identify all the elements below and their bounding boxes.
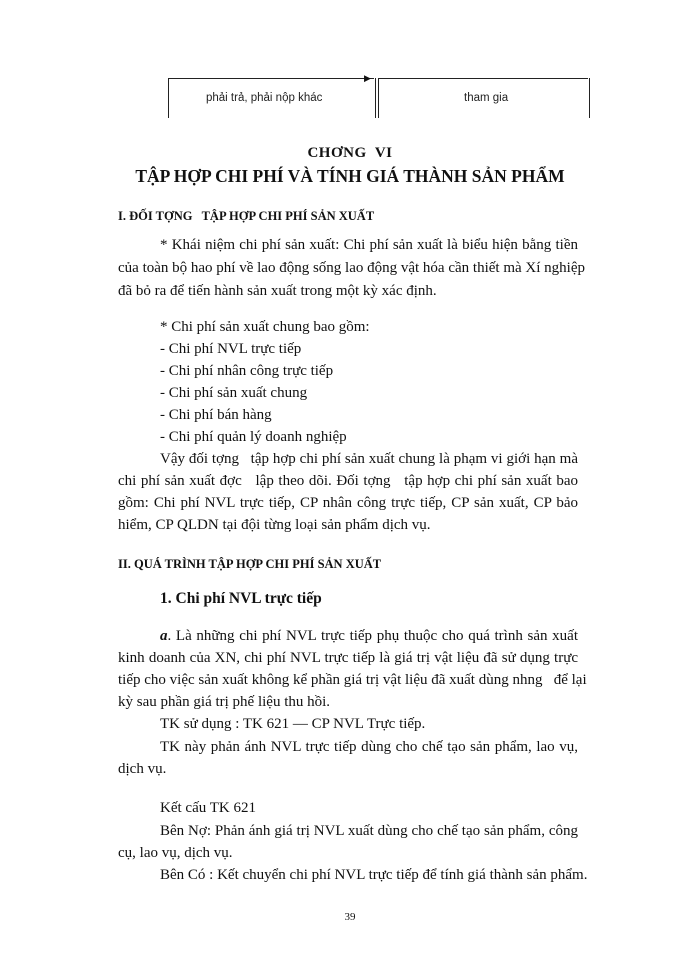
list-item: - Chi phí sản xuất chung <box>160 385 308 401</box>
debit-line: Bên Nợ: Phản ánh giá trị NVL xuất dùng cho chế tạo sản phẩm, công <box>160 823 578 839</box>
paragraph-marker: a <box>160 628 168 644</box>
paragraph-line: Vậy đối tợng tập hợp chi phí sản xuất chung là phạm vi giới hạn mà <box>160 451 578 467</box>
list-item: - Chi phí NVL trực tiếp <box>160 341 302 357</box>
paragraph-line: kỳ sau phần giá trị phế liệu thu hồi. <box>118 694 331 710</box>
subsection-heading: 1. Chi phí NVL trực tiếp <box>160 590 322 607</box>
list-item: - Chi phí quản lý doanh nghiệp <box>160 429 347 445</box>
account-usage: TK sử dụng : TK 621 — CP NVL Trực tiếp. <box>160 716 426 732</box>
section-heading-1: I. ĐỐI TỢNG TẬP HỢP CHI PHÍ SẢN XUẤT <box>118 209 375 223</box>
debit-line: cụ, lao vụ, dịch vụ. <box>118 845 233 861</box>
paragraph-line: của toàn bộ hao phí về lao động sống lao động vật hóa cần thiết mà Xí nghiệp <box>118 260 585 276</box>
chapter-label: CHƠNG VI <box>307 145 393 161</box>
diagram-fragment <box>160 73 596 120</box>
paragraph-text: . Là những chi phí NVL trực tiếp phụ thuộc cho quá trình sản xuất <box>167 628 578 644</box>
list-item: - Chi phí nhân công trực tiếp <box>160 363 334 379</box>
paragraph-line: dịch vụ. <box>118 761 167 777</box>
diagram-connector-right <box>378 78 588 79</box>
chapter-title: TẬP HỢP CHI PHÍ VÀ TÍNH GIÁ THÀNH SẢN PHẨM <box>135 166 565 186</box>
paragraph-line: chi phí sản xuất đợc lập theo dõi. Đối tợng tập hợp chi phí sản xuất bao <box>118 473 578 489</box>
list-item: - Chi phí bán hàng <box>160 407 272 423</box>
diagram-connector-left <box>168 78 374 79</box>
list-intro: * Chi phí sản xuất chung bao gồm: <box>160 319 370 335</box>
diagram-left-label: phải trả, phải nộp khác <box>206 92 323 104</box>
paragraph-line: hiểm, CP QLDN tại đội từng loại sản phẩm dịch vụ. <box>118 517 431 533</box>
arrow-right-icon: ▶ <box>364 73 371 83</box>
paragraph-line: đã bỏ ra để tiến hành sản xuất trong một kỳ xác định. <box>118 283 437 299</box>
diagram-right-label: tham gia <box>464 92 509 104</box>
paragraph-line: kinh doanh của XN, chi phí NVL trực tiếp là giá trị vật liệu đã sử dụng trực <box>118 650 578 666</box>
structure-title: Kết cấu TK 621 <box>160 800 256 816</box>
paragraph-line: gồm: Chi phí NVL trực tiếp, CP nhân công trực tiếp, CP sản xuất, CP bảo <box>118 495 578 511</box>
paragraph-line: * Khái niệm chi phí sản xuất: Chi phí sản xuất là biểu hiện bằng tiền <box>160 237 578 253</box>
paragraph-line: tiếp cho việc sản xuất không kể phần giá trị vật liệu đã xuất dùng nhng để lại <box>118 672 587 688</box>
paragraph-line: TK này phản ánh NVL trực tiếp dùng cho chế tạo sản phẩm, lao vụ, <box>160 739 578 755</box>
section-heading-2: II. QUÁ TRÌNH TẬP HỢP CHI PHÍ SẢN XUẤT <box>118 557 382 571</box>
credit-line: Bên Có : Kết chuyển chi phí NVL trực tiếp để tính giá thành sản phẩm. <box>160 867 588 883</box>
paragraph-line-a <box>160 625 578 648</box>
page-number: 39 <box>344 911 356 923</box>
